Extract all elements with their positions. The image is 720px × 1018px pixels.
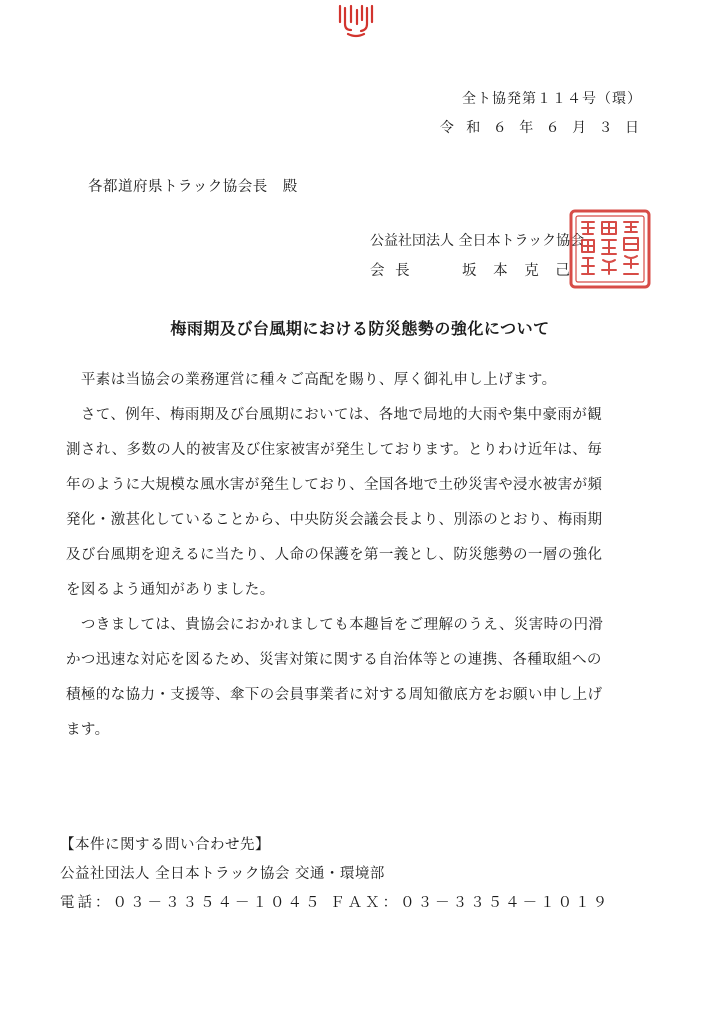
contact-organization: 公益社団法人 全日本トラック協会 交通・環境部 <box>60 866 385 882</box>
contact-heading: 【本件に関する問い合わせ先】 <box>60 837 270 853</box>
body-line: つきましては、貴協会におかれましても本趣旨をご理解のうえ、災害時の円滑 <box>66 617 604 633</box>
body-line: 発化・激甚化していることから、中央防災会議会長より、別添のとおり、梅雨期 <box>66 512 603 528</box>
document-number: 全ト協発第１１４号（環） <box>462 91 642 107</box>
registration-seal-icon <box>336 4 376 38</box>
body-line: かつ迅速な対応を図るため、災害対策に関する自治体等との連携、各種取組への <box>66 652 602 668</box>
recipient: 各都道府県トラック協会長 殿 <box>88 179 298 195</box>
body-line: 年のように大規模な風水害が発生しており、全国各地で土砂災害や浸水被害が頻 <box>66 477 603 493</box>
body-line: 積極的な協力・支援等、傘下の会員事業者に対する周知徹底方をお願い申し上げ <box>66 687 603 703</box>
body-line: を図るよう通知がありました。 <box>66 582 275 598</box>
contact-phone-fax: 電話：０３－３３５４－１０４５ ＦＡＸ：０３－３３５４－１０１９ <box>60 895 611 911</box>
body-line: 及び台風期を迎えるに当たり、人命の保護を第一義とし、防災態勢の一層の強化 <box>66 547 603 563</box>
document-subject: 梅雨期及び台風期における防災態勢の強化について <box>170 319 550 338</box>
document-date: 令 和 ６ 年 ６ 月 ３ 日 <box>439 120 642 136</box>
sender-organization: 公益社団法人 全日本トラック協会 <box>370 233 585 249</box>
body-line: さて、例年、梅雨期及び台風期においては、各地で局地的大雨や集中豪雨が観 <box>66 407 603 423</box>
body-line: 測され、多数の人的被害及び住家被害が発生しております。とりわけ近年は、毎 <box>66 442 603 458</box>
sender-name: 坂 本 克 己 <box>462 263 576 279</box>
sender-title: 会 長 <box>370 263 413 279</box>
body-line: 平素は当協会の業務運営に種々ご高配を賜り、厚く御礼申し上げます。 <box>66 372 557 388</box>
corporate-seal-stamp-icon <box>568 208 652 290</box>
body-line: ます。 <box>66 722 110 738</box>
